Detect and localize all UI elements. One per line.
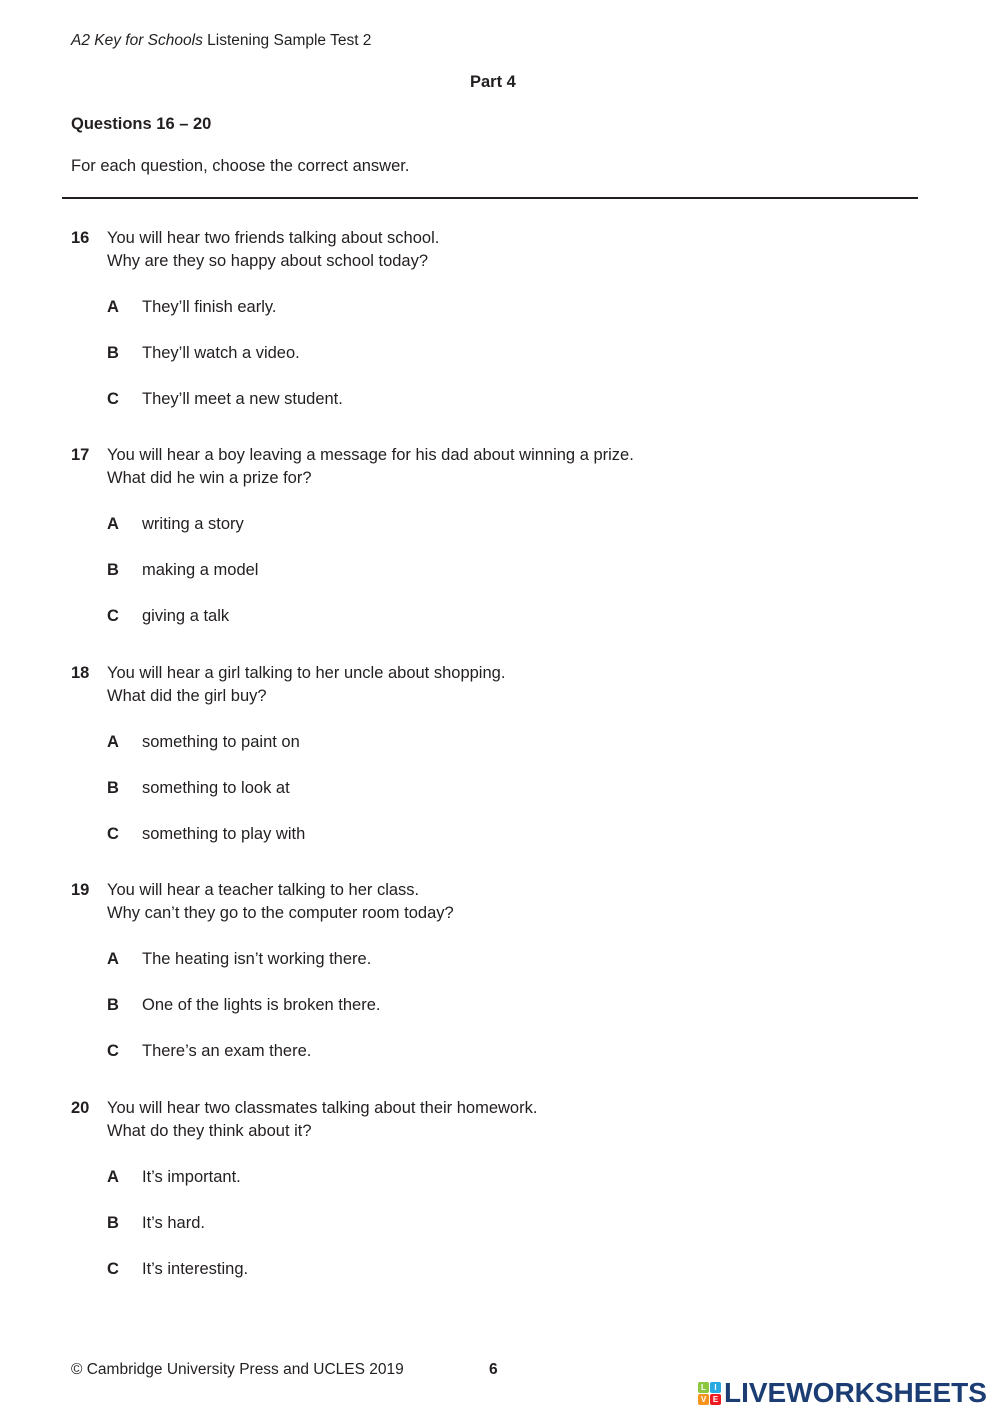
running-header bbox=[71, 32, 371, 50]
logo-tile: E bbox=[710, 1394, 721, 1405]
option-letter: A bbox=[107, 1167, 119, 1186]
option-text: There’s an exam there. bbox=[142, 1042, 312, 1061]
question-16 bbox=[71, 229, 931, 439]
option-text: They’ll finish early. bbox=[142, 298, 277, 316]
option-text: It’s important. bbox=[142, 1167, 241, 1186]
option-text: making a model bbox=[142, 561, 259, 580]
page-number: 6 bbox=[489, 1361, 498, 1378]
question-context: You will hear a teacher talking to her class. bbox=[107, 881, 420, 900]
header-title-italic: A2 Key for Schools bbox=[71, 32, 203, 49]
option-letter: B bbox=[107, 996, 119, 1015]
option-letter: A bbox=[107, 298, 119, 316]
instructions: For each question, choose the correct answer. bbox=[71, 157, 410, 175]
header-title-rest: Listening Sample Test 2 bbox=[202, 32, 372, 49]
question-prompt: What do they think about it? bbox=[107, 1121, 312, 1140]
question-prompt: Why are they so happy about school today? bbox=[107, 252, 429, 270]
option-text: They’ll watch a video. bbox=[142, 344, 300, 362]
question-prompt: What did he win a prize for? bbox=[107, 469, 312, 488]
option-letter: B bbox=[107, 561, 119, 580]
option-text: something to look at bbox=[142, 778, 290, 797]
question-number: 16 bbox=[71, 229, 90, 247]
divider bbox=[62, 197, 918, 199]
option-text: something to paint on bbox=[142, 732, 300, 751]
option-text: writing a story bbox=[142, 515, 244, 534]
question-18 bbox=[71, 664, 931, 874]
logo-tile: L bbox=[698, 1382, 709, 1393]
option-text: They’ll meet a new student. bbox=[142, 390, 343, 408]
question-context: You will hear a boy leaving a message for his dad about winning a prize. bbox=[107, 446, 634, 465]
option-text: giving a talk bbox=[142, 607, 230, 626]
question-number: 17 bbox=[71, 446, 90, 465]
question-19 bbox=[71, 881, 931, 1091]
logo-tile: V bbox=[698, 1394, 709, 1405]
question-prompt: What did the girl buy? bbox=[107, 686, 267, 705]
option-letter: C bbox=[107, 607, 119, 626]
option-letter: A bbox=[107, 732, 119, 751]
option-letter: C bbox=[107, 1259, 119, 1278]
option-letter: B bbox=[107, 778, 119, 797]
question-context: You will hear two classmates talking about their homework. bbox=[107, 1098, 538, 1117]
option-letter: C bbox=[107, 1042, 119, 1061]
question-context: You will hear two friends talking about school. bbox=[107, 229, 440, 247]
logo-text: LIVEWORKSHEETS bbox=[724, 1377, 987, 1408]
option-text: something to play with bbox=[142, 824, 306, 843]
option-text: The heating isn’t working there. bbox=[142, 950, 372, 969]
questions-heading: Questions 16 – 20 bbox=[71, 115, 212, 133]
question-number: 18 bbox=[71, 663, 90, 682]
question-number: 20 bbox=[71, 1098, 90, 1117]
question-17 bbox=[71, 446, 931, 656]
logo-tile: I bbox=[710, 1382, 721, 1393]
question-context: You will hear a girl talking to her uncle about shopping. bbox=[107, 663, 506, 682]
option-letter: A bbox=[107, 515, 119, 534]
question-20 bbox=[71, 1099, 931, 1309]
liveworksheets-logo bbox=[698, 1377, 987, 1409]
question-number: 19 bbox=[71, 881, 90, 900]
option-letter: B bbox=[107, 344, 119, 362]
option-letter: B bbox=[107, 1213, 119, 1232]
option-text: It’s hard. bbox=[142, 1213, 205, 1232]
option-text: It’s interesting. bbox=[142, 1259, 249, 1278]
option-text: One of the lights is broken there. bbox=[142, 996, 381, 1015]
option-letter: C bbox=[107, 824, 119, 843]
option-letter: C bbox=[107, 390, 119, 408]
copyright: © Cambridge University Press and UCLES 2019 bbox=[71, 1361, 404, 1378]
option-letter: A bbox=[107, 950, 119, 969]
question-prompt: Why can’t they go to the computer room today? bbox=[107, 904, 454, 923]
logo-tiles bbox=[698, 1382, 721, 1405]
part-title: Part 4 bbox=[470, 73, 516, 91]
